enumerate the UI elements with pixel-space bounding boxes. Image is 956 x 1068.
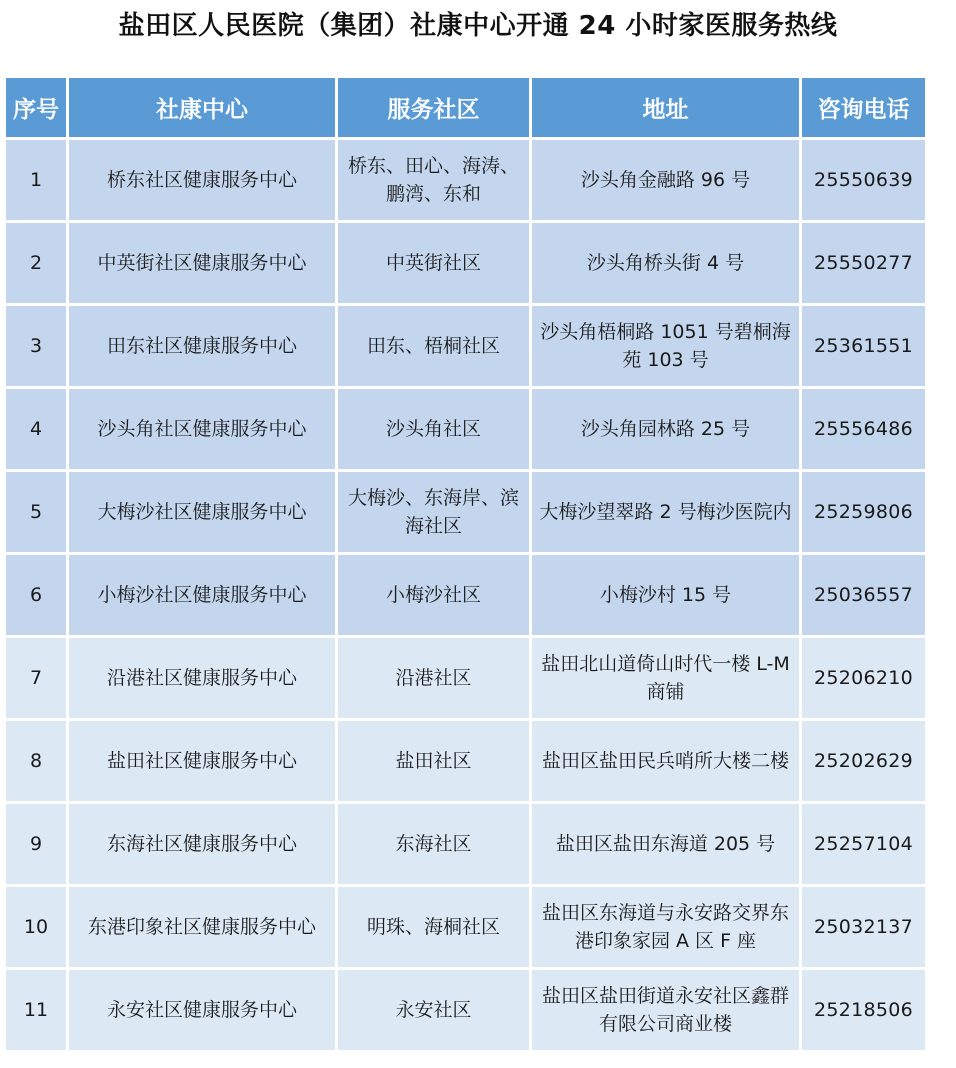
cell-community: 沙头角社区 <box>338 389 529 469</box>
cell-seq: 5 <box>6 472 66 552</box>
hotline-table <box>3 75 928 1053</box>
cell-phone: 25257104 <box>802 804 925 884</box>
cell-phone: 25361551 <box>802 306 925 386</box>
cell-seq: 10 <box>6 887 66 967</box>
cell-center: 小梅沙社区健康服务中心 <box>69 555 335 635</box>
cell-center: 桥东社区健康服务中心 <box>69 140 335 220</box>
table-row <box>6 555 925 635</box>
cell-phone: 25550639 <box>802 140 925 220</box>
cell-center: 沙头角社区健康服务中心 <box>69 389 335 469</box>
header-phone: 咨询电话 <box>802 78 925 137</box>
table-row <box>6 472 925 552</box>
cell-phone: 25556486 <box>802 389 925 469</box>
cell-community: 明珠、海桐社区 <box>338 887 529 967</box>
table-row <box>6 721 925 801</box>
cell-address: 沙头角园林路 25 号 <box>532 389 799 469</box>
cell-phone: 25032137 <box>802 887 925 967</box>
cell-address: 沙头角金融路 96 号 <box>532 140 799 220</box>
cell-seq: 1 <box>6 140 66 220</box>
table-row <box>6 970 925 1050</box>
cell-community: 盐田社区 <box>338 721 529 801</box>
cell-address: 沙头角梧桐路 1051 号碧桐海苑 103 号 <box>532 306 799 386</box>
table-row <box>6 887 925 967</box>
cell-address: 盐田北山道倚山时代一楼 L-M 商铺 <box>532 638 799 718</box>
cell-phone: 25202629 <box>802 721 925 801</box>
cell-community: 永安社区 <box>338 970 529 1050</box>
cell-seq: 8 <box>6 721 66 801</box>
cell-address: 盐田区东海道与永安路交界东港印象家园 A 区 F 座 <box>532 887 799 967</box>
table-header-row <box>6 78 925 137</box>
cell-phone: 25218506 <box>802 970 925 1050</box>
header-center: 社康中心 <box>69 78 335 137</box>
cell-community: 沿港社区 <box>338 638 529 718</box>
cell-seq: 9 <box>6 804 66 884</box>
cell-seq: 4 <box>6 389 66 469</box>
cell-address: 盐田区盐田街道永安社区鑫群有限公司商业楼 <box>532 970 799 1050</box>
cell-community: 中英街社区 <box>338 223 529 303</box>
cell-community: 东海社区 <box>338 804 529 884</box>
cell-community: 桥东、田心、海涛、鹏湾、东和 <box>338 140 529 220</box>
cell-community: 小梅沙社区 <box>338 555 529 635</box>
cell-center: 盐田社区健康服务中心 <box>69 721 335 801</box>
table-row <box>6 638 925 718</box>
cell-center: 中英街社区健康服务中心 <box>69 223 335 303</box>
cell-center: 沿港社区健康服务中心 <box>69 638 335 718</box>
cell-seq: 11 <box>6 970 66 1050</box>
cell-phone: 25206210 <box>802 638 925 718</box>
cell-address: 盐田区盐田东海道 205 号 <box>532 804 799 884</box>
cell-center: 田东社区健康服务中心 <box>69 306 335 386</box>
table-row <box>6 223 925 303</box>
cell-address: 小梅沙村 15 号 <box>532 555 799 635</box>
header-community: 服务社区 <box>338 78 529 137</box>
cell-seq: 2 <box>6 223 66 303</box>
table-row <box>6 140 925 220</box>
cell-community: 田东、梧桐社区 <box>338 306 529 386</box>
page-title: 盐田区人民医院（集团）社康中心开通 24 小时家医服务热线 <box>118 11 838 41</box>
cell-phone: 25550277 <box>802 223 925 303</box>
cell-phone: 25036557 <box>802 555 925 635</box>
cell-center: 东海社区健康服务中心 <box>69 804 335 884</box>
cell-seq: 3 <box>6 306 66 386</box>
table-row <box>6 306 925 386</box>
cell-seq: 6 <box>6 555 66 635</box>
cell-center: 大梅沙社区健康服务中心 <box>69 472 335 552</box>
cell-address: 大梅沙望翠路 2 号梅沙医院内 <box>532 472 799 552</box>
cell-phone: 25259806 <box>802 472 925 552</box>
cell-community: 大梅沙、东海岸、滨海社区 <box>338 472 529 552</box>
cell-address: 沙头角桥头街 4 号 <box>532 223 799 303</box>
cell-center: 永安社区健康服务中心 <box>69 970 335 1050</box>
cell-address: 盐田区盐田民兵哨所大楼二楼 <box>532 721 799 801</box>
table-row <box>6 804 925 884</box>
cell-seq: 7 <box>6 638 66 718</box>
header-address: 地址 <box>532 78 799 137</box>
header-seq: 序号 <box>6 78 66 137</box>
table-row <box>6 389 925 469</box>
cell-center: 东港印象社区健康服务中心 <box>69 887 335 967</box>
